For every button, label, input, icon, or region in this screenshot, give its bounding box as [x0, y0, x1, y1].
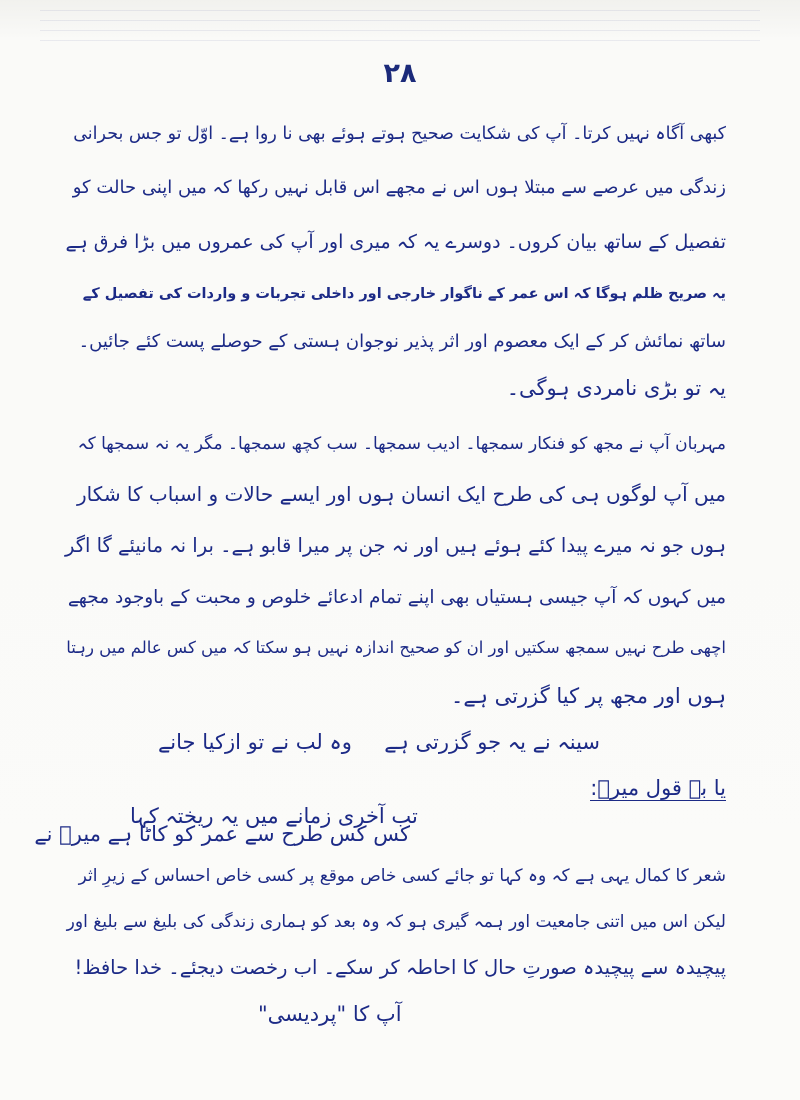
meer-label-text: یا بہ قول میرؔ: [590, 776, 726, 800]
verse-1-right-hemistich: سینہ نے یہ جو گزرتی ہے [384, 730, 600, 754]
body-line: میں آپ لوگوں ہی کی طرح ایک انسان ہوں اور ایسے حالات و اسباب کا شکار [77, 482, 726, 506]
body-line: یہ تو بڑی نامردی ہوگی۔ [506, 376, 726, 400]
verse-2-left-hemistich: تب آخری زمانے میں یہ ریختہ کہا [130, 804, 418, 828]
page-number: ۲۸ [383, 58, 417, 89]
body-line: ہوں جو نہ میرے پیدا کئے ہوئے ہیں اور نہ جن پر میرا قابو ہے۔ برا نہ مانیئے گا اگر [64, 534, 726, 557]
body-line: یہ صریح ظلم ہوگا کہ اس عمر کے ناگوار خارجی اور داخلی تجربات و واردات کی تفصیل کے [82, 286, 726, 302]
body-line: مہربان آپ نے مجھ کو فنکار سمجھا۔ ادیب سمجھا۔ سب کچھ سمجھا۔ مگر یہ نہ سمجھا کہ [77, 434, 726, 454]
meer-label [590, 772, 726, 804]
bleed-through-text [40, 10, 760, 50]
body-line: ہوں اور مجھ پر کیا گزرتی ہے۔ [451, 684, 726, 708]
signature: آپ کا "پردیسی" [258, 1002, 402, 1026]
body-line: اچھی طرح نہیں سمجھ سکتیں اور ان کو صحیح اندازہ نہیں ہو سکتا کہ میں کس عالم میں رہتا [66, 638, 726, 657]
body-line: ساتھ نمائش کر کے ایک معصوم اور اثر پذیر نوجوان ہستی کے حوصلے پست کئے جائیں۔ [78, 331, 726, 352]
verse-2-right-hemistich: کس کس طرح سے عمر کو کاٹا ہے میرؔ نے [34, 822, 410, 846]
body-line: کبھی آگاہ نہیں کرتا۔ آپ کی شکایت صحیح ہوتے ہوئے بھی نا روا ہے۔ اوّل تو جس بحرانی [73, 124, 726, 144]
closing-line: پیچیدہ سے پیچیدہ صورتِ حال کا احاطہ کر سکے۔ اب رخصت دیجئے۔ خدا حافظ! [74, 956, 726, 979]
body-line: میں کہوں کہ آپ جیسی ہستیاں بھی اپنے تمام ادعائے خلوص و محبت کے باوجود مجھے [67, 587, 726, 608]
closing-line: شعر کا کمال یہی ہے کہ وہ کہا تو جائے کسی خاص موقع پر کسی خاص احساس کے زیرِ اثر [78, 866, 726, 886]
closing-line: لیکن اس میں اتنی جامعیت اور ہمہ گیری ہو کہ وہ بعد کو ہماری زندگی کی بلیغ سے بلیغ اور [66, 912, 726, 932]
verse-1-left-hemistich: وہ لب نے تو ازکیا جانے [158, 730, 352, 754]
body-line: تفصیل کے ساتھ بیان کروں۔ دوسرے یہ کہ میری اور آپ کی عمروں میں بڑا فرق ہے [65, 231, 726, 253]
body-line: زندگی میں عرصے سے مبتلا ہوں اس نے مجھے اس قابل نہیں رکھا کہ میں اپنی حالت کو [72, 177, 726, 198]
